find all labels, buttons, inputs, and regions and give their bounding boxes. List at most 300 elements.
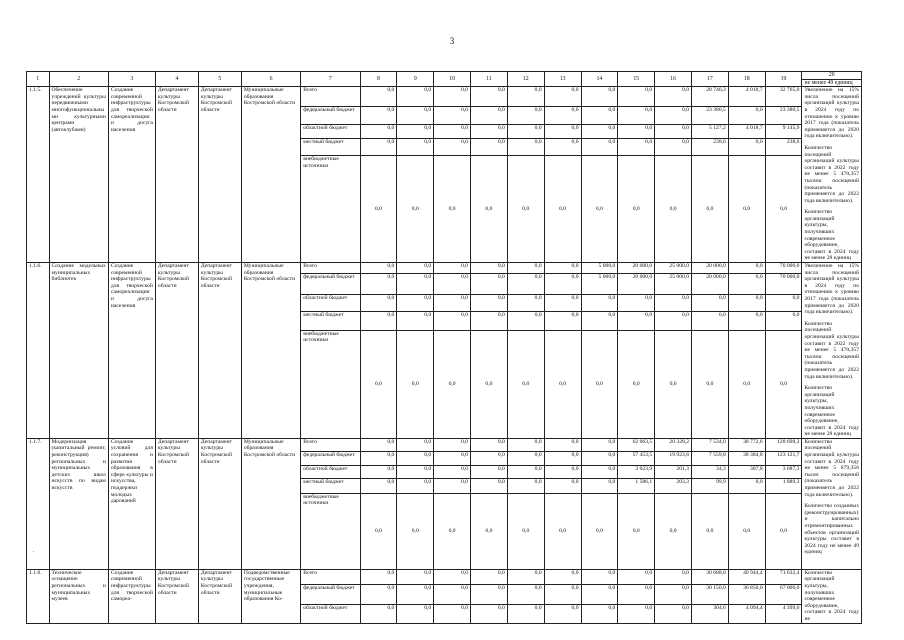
result-paragraph: Увеличение на 15% числа посещений организаций культуры в 2024 году по отношению к уровню 2017 года (показатель применяется до 2020 года включительно). xyxy=(804,87,859,140)
amount-cell: 0,0 xyxy=(434,465,471,478)
header-cell-7: 7 xyxy=(301,72,360,87)
item-result xyxy=(802,438,862,569)
amount-cell: 0,0 xyxy=(397,139,434,156)
amount-cell: 0,0 xyxy=(471,569,508,584)
result-paragraph: Количество посещений организаций культуры составит в 2022 году не менее 5 470,357 тысячи посещений (показатель применяется до 2022 года включительно). xyxy=(804,320,859,380)
amount-cell: 38 384,8 xyxy=(728,451,765,465)
funding-source: внебюджетные источники xyxy=(301,330,360,438)
header-cell-11: 11 xyxy=(471,72,508,87)
amount-cell: 0,0 xyxy=(360,478,397,493)
header-cell-1: 1 xyxy=(27,72,50,87)
header-cell-2: 2 xyxy=(49,72,108,87)
funding-source: местный бюджет xyxy=(301,311,360,330)
amount-cell: 0,0 xyxy=(507,478,544,493)
amount-cell: 23 380,5 xyxy=(765,106,802,124)
amount-cell: 0,0 xyxy=(581,584,618,604)
funding-source: Всего xyxy=(301,87,360,106)
funding-source: областной бюджет xyxy=(301,605,360,623)
amount-cell: 0,0 xyxy=(655,330,692,438)
amount-cell: 0,0 xyxy=(360,87,397,106)
amount-cell: 3 023,9 xyxy=(618,465,655,478)
amount-cell: 0,0 xyxy=(544,156,581,263)
table-row xyxy=(27,569,862,584)
amount-cell: 0,0 xyxy=(765,330,802,438)
table-row xyxy=(27,87,862,106)
amount-cell: 0,0 xyxy=(544,605,581,623)
amount-cell: 0,0 xyxy=(434,569,471,584)
amount-cell: 0,0 xyxy=(544,569,581,584)
amount-cell: 0,0 xyxy=(397,584,434,604)
amount-cell: 0,0 xyxy=(434,124,471,139)
amount-cell: 0,0 xyxy=(728,295,765,311)
header-cell-8: 8 xyxy=(360,72,397,87)
amount-cell: 0,0 xyxy=(360,584,397,604)
amount-cell: 0,0 xyxy=(691,330,728,438)
header-cell-15: 15 xyxy=(618,72,655,87)
amount-cell: 30 150,0 xyxy=(691,584,728,604)
amount-cell: 0,0 xyxy=(581,311,618,330)
amount-cell: 0,0 xyxy=(728,311,765,330)
amount-cell: 0,0 xyxy=(471,438,508,451)
amount-cell: 0,0 xyxy=(544,493,581,569)
amount-cell: 20 000,0 xyxy=(691,273,728,295)
amount-cell: 1 586,1 xyxy=(618,478,655,493)
amount-cell: 0,0 xyxy=(618,493,655,569)
amount-cell: 0,0 xyxy=(544,295,581,311)
funding-source: местный бюджет xyxy=(301,139,360,156)
amount-cell: 70 000,0 xyxy=(765,263,802,274)
amount-cell: 0,0 xyxy=(507,493,544,569)
amount-cell: 0,0 xyxy=(728,156,765,263)
amount-cell: 1 889,3 xyxy=(765,478,802,493)
item-executor: Департамент культуры Костромской области xyxy=(155,263,198,439)
item-participants: Муниципальные образования Костромской области xyxy=(241,263,300,439)
amount-cell: 0,0 xyxy=(434,106,471,124)
amount-cell: 0,0 xyxy=(765,493,802,569)
header-cell-6: 6 xyxy=(241,72,300,87)
amount-cell: 0,0 xyxy=(360,438,397,451)
amount-cell: 0,0 xyxy=(471,87,508,106)
item-code: 1.1.8. xyxy=(27,569,50,623)
amount-cell: 0,0 xyxy=(434,87,471,106)
amount-cell: 0,0 xyxy=(434,451,471,465)
amount-cell: 201,3 xyxy=(655,465,692,478)
amount-cell: 0,0 xyxy=(618,311,655,330)
amount-cell: 0,0 xyxy=(581,106,618,124)
amount-cell: 0,0 xyxy=(507,605,544,623)
amount-cell: 0,0 xyxy=(434,139,471,156)
header-cell-16: 16 xyxy=(655,72,692,87)
item-goal: Создание современной инфраструктуры для творческой самореализации и досуга населения xyxy=(108,87,155,263)
amount-cell: 57 453,5 xyxy=(618,451,655,465)
amount-cell: 0,0 xyxy=(360,451,397,465)
amount-cell: 0,0 xyxy=(655,295,692,311)
result-paragraph: Количество организаций культуры, получивших современное оборудование, составит в 2024 году не xyxy=(804,569,859,623)
amount-cell: 0,0 xyxy=(434,438,471,451)
item-name: Техническое оснащение региональных и муниципальных музеев xyxy=(49,569,108,623)
amount-cell: 0,0 xyxy=(397,478,434,493)
item-name: Обеспечение учреждений культуры передвижными многофункциональными культурными центрами (автоклубами) xyxy=(49,87,108,263)
amount-cell: 0,0 xyxy=(618,87,655,106)
amount-cell: 0,0 xyxy=(397,106,434,124)
amount-cell: 0,0 xyxy=(471,295,508,311)
amount-cell: 0,0 xyxy=(434,330,471,438)
amount-cell: 387,8 xyxy=(728,465,765,478)
page-number: 3 xyxy=(449,36,455,46)
amount-cell: 0,0 xyxy=(471,273,508,295)
amount-cell: 0,0 xyxy=(655,124,692,139)
amount-cell: 0,0 xyxy=(434,263,471,274)
amount-cell: 0,0 xyxy=(655,156,692,263)
item-code: 1.1.7. xyxy=(27,438,50,569)
amount-cell: 0,0 xyxy=(581,438,618,451)
item-result xyxy=(802,263,862,439)
amount-cell: 0,0 xyxy=(581,156,618,263)
amount-cell: 203,3 xyxy=(655,478,692,493)
amount-cell: 0,0 xyxy=(507,139,544,156)
amount-cell: 0,0 xyxy=(728,330,765,438)
header-cell-20-label: 20 xyxy=(802,72,861,80)
item-executor: Департамент культуры Костромской области xyxy=(155,438,198,569)
amount-cell: 0,0 xyxy=(360,569,397,584)
result-paragraph: Количество организаций культуры, получивших современное оборудование, составит в 2024 году не менее 28 единиц xyxy=(804,209,859,262)
amount-cell: 67 000,0 xyxy=(765,584,802,604)
header-cell-4: 4 xyxy=(155,72,198,87)
amount-cell: 0,0 xyxy=(691,493,728,569)
amount-cell: 0,0 xyxy=(507,438,544,451)
amount-cell: 0,0 xyxy=(360,139,397,156)
amount-cell: 0,0 xyxy=(471,106,508,124)
amount-cell: 0,0 xyxy=(544,311,581,330)
result-paragraph: Увеличение на 15% числа посещений организаций культуры в 2024 году по отношению к уровню 2017 года (показатель применяется до 2020 года включительно). xyxy=(804,263,859,316)
header-cell-17: 17 xyxy=(691,72,728,87)
amount-cell: 304,6 xyxy=(691,605,728,623)
result-paragraph: Количество организаций культуры, получивших современное оборудование, составит в 2024 году не менее 28 единиц xyxy=(804,385,859,438)
funding-source: Всего xyxy=(301,569,360,584)
amount-cell: 0,0 xyxy=(471,584,508,604)
amount-cell: 0,0 xyxy=(655,605,692,623)
amount-cell: 0,0 xyxy=(581,87,618,106)
amount-cell: 0,0 xyxy=(581,478,618,493)
amount-cell: 0,0 xyxy=(397,263,434,274)
header-cell-19: 19 xyxy=(765,72,802,87)
carryover-text: не менее 49 единиц xyxy=(804,79,853,86)
amount-cell: 38 772,6 xyxy=(728,438,765,451)
amount-cell: 0,0 xyxy=(397,156,434,263)
amount-cell: 0,0 xyxy=(544,106,581,124)
amount-cell: 0,0 xyxy=(507,295,544,311)
amount-cell: 0,0 xyxy=(728,263,765,274)
amount-cell: 0,0 xyxy=(618,605,655,623)
amount-cell: 0,0 xyxy=(434,605,471,623)
amount-cell: 0,0 xyxy=(618,569,655,584)
amount-cell: 99,9 xyxy=(691,478,728,493)
amount-cell: 0,0 xyxy=(360,330,397,438)
item-name: Модернизация (капитальный ремонт, реконструкция) региональных и муниципальных детских школ искусств по видам искусств xyxy=(49,438,108,569)
amount-cell: 25 000,0 xyxy=(655,273,692,295)
amount-cell: 0,0 xyxy=(507,584,544,604)
amount-cell: 0,0 xyxy=(471,263,508,274)
funding-source: федеральный бюджет xyxy=(301,584,360,604)
funding-source: областной бюджет xyxy=(301,124,360,139)
amount-cell: 0,0 xyxy=(765,295,802,311)
amount-cell: 0,0 xyxy=(397,87,434,106)
margin-mark: . xyxy=(33,548,35,554)
amount-cell: 0,0 xyxy=(360,493,397,569)
amount-cell: 20 000,0 xyxy=(618,263,655,274)
amount-cell: 0,0 xyxy=(618,584,655,604)
amount-cell: 0,0 xyxy=(471,605,508,623)
amount-cell: 0,0 xyxy=(507,273,544,295)
amount-cell: 7 559,8 xyxy=(691,451,728,465)
amount-cell: 0,0 xyxy=(434,273,471,295)
item-executor: Департамент культуры Костромской области xyxy=(155,87,198,263)
amount-cell: 0,0 xyxy=(655,569,692,584)
amount-cell: 0,0 xyxy=(544,438,581,451)
header-cell-14: 14 xyxy=(581,72,618,87)
amount-cell: 0,0 xyxy=(471,478,508,493)
amount-cell: 0,0 xyxy=(691,295,728,311)
amount-cell: 0,0 xyxy=(618,139,655,156)
item-goal: Создание современной инфраструктуры для творческой самореа- xyxy=(108,569,155,623)
amount-cell: 0,0 xyxy=(618,106,655,124)
item-participants: Муниципальные образования Костромской области xyxy=(241,87,300,263)
amount-cell: 0,0 xyxy=(581,451,618,465)
item-executor: Департамент культуры Костромской области xyxy=(155,569,198,623)
amount-cell: 0,0 xyxy=(691,311,728,330)
amount-cell: 0,0 xyxy=(471,311,508,330)
item-name: Создание модельных муниципальных библиотек xyxy=(49,263,108,439)
funding-source: областной бюджет xyxy=(301,465,360,478)
amount-cell: 4 094,4 xyxy=(728,605,765,623)
amount-cell: 32 765,0 xyxy=(765,87,802,106)
amount-cell: 0,0 xyxy=(397,295,434,311)
amount-cell: 0,0 xyxy=(434,478,471,493)
amount-cell: 0,0 xyxy=(544,451,581,465)
amount-cell: 0,0 xyxy=(397,124,434,139)
program-table xyxy=(26,71,862,624)
amount-cell: 0,0 xyxy=(397,465,434,478)
amount-cell: 0,0 xyxy=(655,106,692,124)
amount-cell: 36 850,0 xyxy=(728,584,765,604)
amount-cell: 0,0 xyxy=(397,330,434,438)
amount-cell: 0,0 xyxy=(434,311,471,330)
amount-cell: 128 698,3 xyxy=(765,438,802,451)
amount-cell: 0,0 xyxy=(544,584,581,604)
amount-cell: 0,0 xyxy=(397,569,434,584)
table-row xyxy=(27,263,862,274)
amount-cell: 20 000,0 xyxy=(691,263,728,274)
header-cell-12: 12 xyxy=(507,72,544,87)
amount-cell: 0,0 xyxy=(360,124,397,139)
funding-source: областной бюджет xyxy=(301,295,360,311)
amount-cell: 0,0 xyxy=(618,330,655,438)
amount-cell: 0,0 xyxy=(397,605,434,623)
amount-cell: 0,0 xyxy=(397,273,434,295)
amount-cell: 0,0 xyxy=(691,156,728,263)
amount-cell: 0,0 xyxy=(397,493,434,569)
amount-cell: 0,0 xyxy=(655,311,692,330)
amount-cell: 0,0 xyxy=(471,156,508,263)
amount-cell: 0,0 xyxy=(360,263,397,274)
amount-cell: 0,0 xyxy=(728,493,765,569)
amount-cell: 0,0 xyxy=(397,451,434,465)
amount-cell: 0,0 xyxy=(544,330,581,438)
header-cell-10: 10 xyxy=(434,72,471,87)
item-result xyxy=(802,87,862,263)
amount-cell: 0,0 xyxy=(471,451,508,465)
funding-source: федеральный бюджет xyxy=(301,106,360,124)
amount-cell: 40 944,4 xyxy=(728,569,765,584)
item-result xyxy=(802,569,862,623)
header-cell-18: 18 xyxy=(728,72,765,87)
amount-cell: 3 687,3 xyxy=(765,465,802,478)
amount-cell: 0,0 xyxy=(655,584,692,604)
amount-cell: 0,0 xyxy=(507,124,544,139)
amount-cell: 0,0 xyxy=(507,330,544,438)
amount-cell: 0,0 xyxy=(471,493,508,569)
amount-cell: 20 000,0 xyxy=(618,273,655,295)
header-cell-3: 3 xyxy=(108,72,155,87)
header-row xyxy=(27,72,862,87)
funding-source: местный бюджет xyxy=(301,478,360,493)
amount-cell: 0,0 xyxy=(544,139,581,156)
amount-cell: 70 000,0 xyxy=(765,273,802,295)
amount-cell: 0,0 xyxy=(360,156,397,263)
funding-source: внебюджетные источники xyxy=(301,493,360,569)
amount-cell: 23 380,5 xyxy=(691,106,728,124)
amount-cell: 30 688,0 xyxy=(691,569,728,584)
amount-cell: 62 063,5 xyxy=(618,438,655,451)
header-cell-13: 13 xyxy=(544,72,581,87)
funding-source: федеральный бюджет xyxy=(301,273,360,295)
amount-cell: 34,3 xyxy=(691,465,728,478)
item-code: 1.1.6. xyxy=(27,263,50,439)
header-cell-5: 5 xyxy=(198,72,241,87)
amount-cell: 0,0 xyxy=(581,569,618,584)
amount-cell: 0,0 xyxy=(507,263,544,274)
amount-cell: 0,0 xyxy=(581,295,618,311)
funding-source: внебюджетные источники xyxy=(301,156,360,263)
amount-cell: 0,0 xyxy=(655,139,692,156)
amount-cell: 71 632,4 xyxy=(765,569,802,584)
amount-cell: 0,0 xyxy=(544,87,581,106)
header-cell-20 xyxy=(802,72,862,87)
amount-cell: 19 923,6 xyxy=(655,451,692,465)
amount-cell: 0,0 xyxy=(507,156,544,263)
amount-cell: 0,0 xyxy=(581,124,618,139)
result-paragraph: Количество созданных (реконструированных) и капитально отремонтированных объектов организаций культуры составит в 2024 году не менее 49 единиц xyxy=(804,503,859,556)
amount-cell: 4 399,0 xyxy=(765,605,802,623)
amount-cell: 238,6 xyxy=(691,139,728,156)
amount-cell: 0,0 xyxy=(471,330,508,438)
amount-cell: 0,0 xyxy=(655,493,692,569)
item-goal: Создание условий для сохранения и развития образования в сфере культуры и искусства, поддержки молодых дарований xyxy=(108,438,155,569)
amount-cell: 0,0 xyxy=(728,478,765,493)
amount-cell: 0,0 xyxy=(507,106,544,124)
amount-cell: 123 121,7 xyxy=(765,451,802,465)
item-coexecutor: Департамент культуры Костромской области xyxy=(198,87,241,263)
amount-cell: 0,0 xyxy=(397,438,434,451)
amount-cell: 4 018,7 xyxy=(728,87,765,106)
funding-source: Всего xyxy=(301,263,360,274)
amount-cell: 0,0 xyxy=(360,465,397,478)
amount-cell: 0,0 xyxy=(728,139,765,156)
amount-cell: 0,0 xyxy=(544,478,581,493)
funding-source: Всего xyxy=(301,438,360,451)
amount-cell: 0,0 xyxy=(360,311,397,330)
amount-cell: 5 000,0 xyxy=(581,263,618,274)
table-row xyxy=(27,438,862,451)
amount-cell: 0,0 xyxy=(765,156,802,263)
amount-cell: 0,0 xyxy=(507,87,544,106)
amount-cell: 0,0 xyxy=(544,263,581,274)
amount-cell: 0,0 xyxy=(471,124,508,139)
amount-cell: 0,0 xyxy=(544,124,581,139)
amount-cell: 4 018,7 xyxy=(728,124,765,139)
amount-cell: 9 145,9 xyxy=(765,124,802,139)
amount-cell: 0,0 xyxy=(434,156,471,263)
amount-cell: 0,0 xyxy=(360,295,397,311)
funding-source: федеральный бюджет xyxy=(301,451,360,465)
amount-cell: 0,0 xyxy=(360,273,397,295)
amount-cell: 0,0 xyxy=(507,465,544,478)
amount-cell: 0,0 xyxy=(471,139,508,156)
amount-cell: 0,0 xyxy=(618,124,655,139)
item-coexecutor: Департамент культуры Костромской области xyxy=(198,263,241,439)
amount-cell: 0,0 xyxy=(581,605,618,623)
amount-cell: 0,0 xyxy=(397,311,434,330)
amount-cell: 0,0 xyxy=(581,330,618,438)
amount-cell: 25 000,0 xyxy=(655,263,692,274)
item-goal: Создание современной инфраструктуры для творческой самореализации и досуга населения xyxy=(108,263,155,439)
amount-cell: 0,0 xyxy=(765,311,802,330)
amount-cell: 7 534,0 xyxy=(691,438,728,451)
amount-cell: 0,0 xyxy=(728,106,765,124)
amount-cell: 0,0 xyxy=(728,273,765,295)
amount-cell: 0,0 xyxy=(434,295,471,311)
amount-cell: 5 127,2 xyxy=(691,124,728,139)
amount-cell: 0,0 xyxy=(655,87,692,106)
amount-cell: 0,0 xyxy=(581,465,618,478)
amount-cell: 0,0 xyxy=(581,139,618,156)
item-participants: Подведомственные государственные учреждения, муниципальные образования Ко- xyxy=(241,569,300,623)
amount-cell: 0,0 xyxy=(618,295,655,311)
amount-cell: 0,0 xyxy=(544,273,581,295)
item-coexecutor: Департамент культуры Костромской области xyxy=(198,438,241,569)
amount-cell: 0,0 xyxy=(434,584,471,604)
amount-cell: 20 328,2 xyxy=(655,438,692,451)
item-coexecutor: Департамент культуры Костромской области xyxy=(198,569,241,623)
item-participants: Муниципальные образования Костромской области xyxy=(241,438,300,569)
amount-cell: 0,0 xyxy=(360,106,397,124)
amount-cell: 28 746,3 xyxy=(691,87,728,106)
amount-cell: 238,6 xyxy=(765,139,802,156)
amount-cell: 0,0 xyxy=(507,451,544,465)
amount-cell: 0,0 xyxy=(471,465,508,478)
amount-cell: 0,0 xyxy=(360,605,397,623)
result-paragraph: Количество посещений организаций культуры составит в 2024 году не менее 5 879,356 тысяч посещений (показатель применяется до 2022 года включительно). xyxy=(804,438,859,498)
amount-cell: 0,0 xyxy=(618,156,655,263)
item-code: 1.1.5. xyxy=(27,87,50,263)
header-cell-9: 9 xyxy=(397,72,434,87)
result-paragraph: Количество посещений организаций культуры составит в 2022 году не менее 5 470,357 тысячи посещений (показатель применяется до 2022 года включительно). xyxy=(804,144,859,204)
amount-cell: 0,0 xyxy=(434,493,471,569)
amount-cell: 0,0 xyxy=(507,311,544,330)
amount-cell: 5 000,0 xyxy=(581,273,618,295)
amount-cell: 0,0 xyxy=(581,493,618,569)
amount-cell: 0,0 xyxy=(507,569,544,584)
